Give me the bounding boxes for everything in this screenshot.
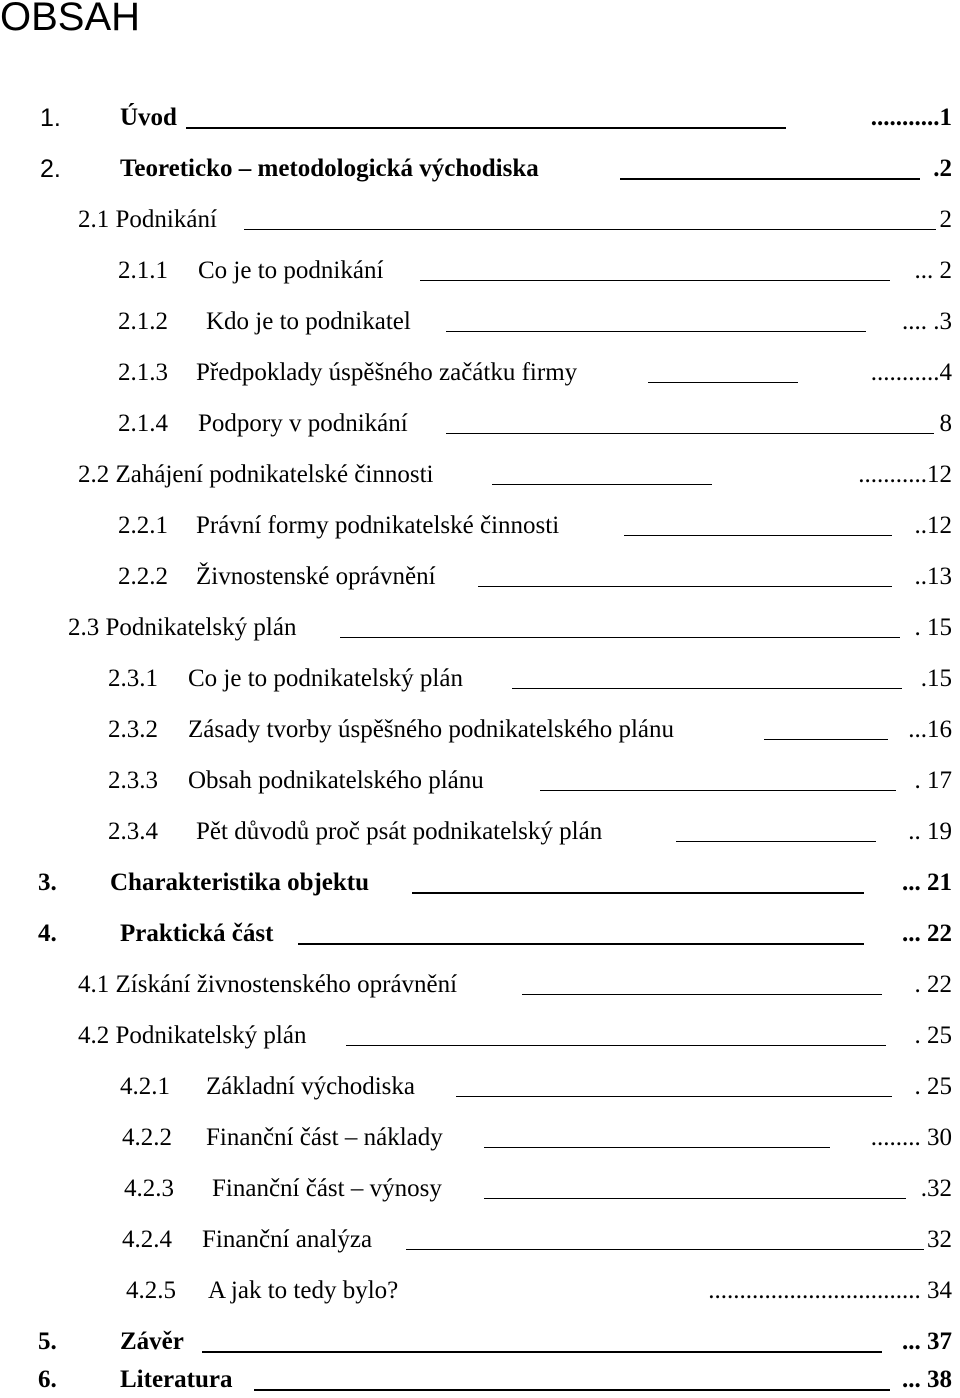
toc-leader [202, 1351, 882, 1353]
toc-entry-2-2-2[interactable] [0, 559, 960, 595]
toc-entry-uvod[interactable] [0, 100, 960, 136]
toc-number: 6. [38, 1366, 57, 1393]
toc-title: Finanční část – výnosy [212, 1175, 442, 1202]
toc-page: 32 [927, 1226, 952, 1253]
toc-number: 2.3.3 [108, 767, 158, 794]
toc-entry-2-3-1[interactable] [0, 661, 960, 697]
toc-entry-2-2-1[interactable] [0, 508, 960, 544]
toc-title: Podpory v podnikání [198, 410, 408, 437]
toc-title: Právní formy podnikatelské činnosti [196, 512, 560, 539]
toc-leader [446, 331, 866, 332]
toc-title: Co je to podnikání [198, 257, 384, 284]
toc-page: . 17 [914, 767, 952, 794]
toc-number: 2.3.1 [108, 665, 158, 692]
toc-leader [412, 892, 864, 894]
toc-entry-2-1-4[interactable] [0, 406, 960, 442]
toc-entry-podnikatelsky-plan[interactable] [0, 610, 960, 646]
toc-title: 4.1 Získání živnostenského oprávnění [78, 971, 458, 998]
toc-number: 2.2.1 [118, 512, 168, 539]
toc-leader [340, 637, 900, 638]
toc-entry-4-2[interactable] [0, 1018, 960, 1054]
toc-title: Zásady tvorby úspěšného podnikatelského plánu [188, 716, 675, 743]
toc-page: .................................. 34 [708, 1277, 952, 1304]
toc-number: 4.2.1 [120, 1073, 170, 1100]
toc-number: 3. [38, 869, 57, 896]
toc-number: 4.2.2 [122, 1124, 172, 1151]
toc-page: ...........4 [870, 359, 952, 386]
toc-leader [298, 943, 864, 945]
toc-leader [456, 1096, 892, 1097]
toc-leader [624, 535, 892, 536]
toc-page: ..12 [914, 512, 952, 539]
toc-title: Předpoklady úspěšného začátku firmy [196, 359, 578, 386]
toc-title: 2.3 Podnikatelský plán [68, 614, 297, 641]
toc-title: Kdo je to podnikatel [206, 308, 411, 335]
toc-title: 4.2 Podnikatelský plán [78, 1022, 307, 1049]
toc-leader [764, 739, 888, 740]
toc-number: 4. [38, 920, 57, 947]
toc-entry-2-3-4[interactable] [0, 814, 960, 850]
toc-page: . 25 [914, 1073, 952, 1100]
toc-entry-4-2-5[interactable] [0, 1273, 960, 1309]
toc-leader [492, 484, 712, 485]
toc-page: .2 [933, 155, 952, 182]
toc-page: ...........1 [870, 104, 952, 131]
toc-title: Úvod [120, 104, 177, 131]
toc-leader [484, 1147, 830, 1148]
toc-leader [648, 382, 798, 383]
toc-leader [406, 1249, 924, 1250]
toc-number: 2.1.1 [118, 257, 168, 284]
toc-number: 2. [40, 155, 61, 183]
toc-entry-4-2-4[interactable] [0, 1222, 960, 1258]
toc-page: ........ 30 [870, 1124, 952, 1151]
toc-leader [186, 127, 786, 129]
toc-leader [346, 1045, 886, 1046]
toc-entry-2-1-1[interactable] [0, 253, 960, 289]
toc-entry-4-2-1[interactable] [0, 1069, 960, 1105]
toc-page: ... 21 [902, 869, 952, 896]
toc-title: Co je to podnikatelský plán [188, 665, 463, 692]
toc-number: 5. [38, 1328, 57, 1355]
toc-entry-4-1[interactable] [0, 967, 960, 1003]
toc-title: Základní východiska [206, 1073, 415, 1100]
toc-page: ... 22 [902, 920, 952, 947]
toc-number: 4.2.3 [124, 1175, 174, 1202]
page-title: OBSAH [0, 0, 141, 39]
toc-title: Obsah podnikatelského plánu [188, 767, 484, 794]
toc-number: 4.2.5 [126, 1277, 176, 1304]
toc-leader [620, 178, 920, 180]
toc-entry-zaver[interactable] [0, 1324, 960, 1360]
toc-title: Finanční část – náklady [206, 1124, 443, 1151]
toc-title: 2.1 Podnikání [78, 206, 217, 233]
toc-page: ... 37 [902, 1328, 952, 1355]
toc-leader [478, 586, 892, 587]
toc-entry-podnikani[interactable] [0, 202, 960, 238]
toc-leader [244, 229, 936, 230]
toc-page: .. 19 [908, 818, 952, 845]
toc-entry-teoreticko[interactable] [0, 151, 960, 187]
toc-page: ... 2 [914, 257, 952, 284]
toc-leader [420, 280, 890, 281]
toc-leader [676, 841, 876, 842]
toc-title: Praktická část [120, 920, 274, 947]
toc-title: Pět důvodů proč psát podnikatelský plán [196, 818, 603, 845]
toc-leader [522, 994, 882, 995]
toc-page: . 25 [914, 1022, 952, 1049]
toc-number: 1. [40, 104, 61, 132]
toc-page: .32 [920, 1175, 952, 1202]
toc-page: ... 38 [902, 1366, 952, 1393]
toc-entry-literatura[interactable] [0, 1362, 960, 1398]
toc-entry-4-2-3[interactable] [0, 1171, 960, 1207]
toc-number: 2.2.2 [118, 563, 168, 590]
toc-title: 2.2 Zahájení podnikatelské činnosti [78, 461, 434, 488]
toc-number: 2.1.2 [118, 308, 168, 335]
toc-page: .15 [920, 665, 952, 692]
toc-title: A jak to tedy bylo? [208, 1277, 399, 1304]
toc-page: 8 [939, 410, 952, 437]
toc-entry-prakticka-cast[interactable] [0, 916, 960, 952]
toc-entry-2-1-3[interactable] [0, 355, 960, 391]
toc-page: ..13 [914, 563, 952, 590]
toc-number: 2.1.4 [118, 410, 168, 437]
toc-number: 2.3.2 [108, 716, 158, 743]
toc-entry-4-2-2[interactable] [0, 1120, 960, 1156]
toc-entry-charakteristika[interactable] [0, 865, 960, 901]
toc-number: 2.3.4 [108, 818, 158, 845]
toc-entry-2-1-2[interactable] [0, 304, 960, 340]
toc-entry-2-3-3[interactable] [0, 763, 960, 799]
toc-leader [484, 1198, 906, 1199]
toc-number: 4.2.4 [122, 1226, 172, 1253]
toc-title: Teoreticko – metodologická východiska [120, 155, 539, 182]
toc-page: 2 [939, 206, 952, 233]
toc-title: Finanční analýza [202, 1226, 373, 1253]
toc-leader [254, 1389, 890, 1391]
toc-leader [540, 790, 896, 791]
toc-title: Závěr [120, 1328, 184, 1355]
toc-entry-2-3-2[interactable] [0, 712, 960, 748]
toc-number: 2.1.3 [118, 359, 168, 386]
toc-entry-zahajeni[interactable] [0, 457, 960, 493]
toc-page: ...16 [908, 716, 952, 743]
toc-title: Charakteristika objektu [110, 869, 370, 896]
toc-page: .... .3 [902, 308, 952, 335]
toc-page: . 22 [914, 971, 952, 998]
toc-title: Literatura [120, 1366, 233, 1393]
toc-page: . 15 [914, 614, 952, 641]
toc-page: ...........12 [858, 461, 952, 488]
toc-leader [512, 688, 902, 689]
toc-title: Živnostenské oprávnění [196, 563, 436, 590]
toc-leader [446, 433, 934, 434]
